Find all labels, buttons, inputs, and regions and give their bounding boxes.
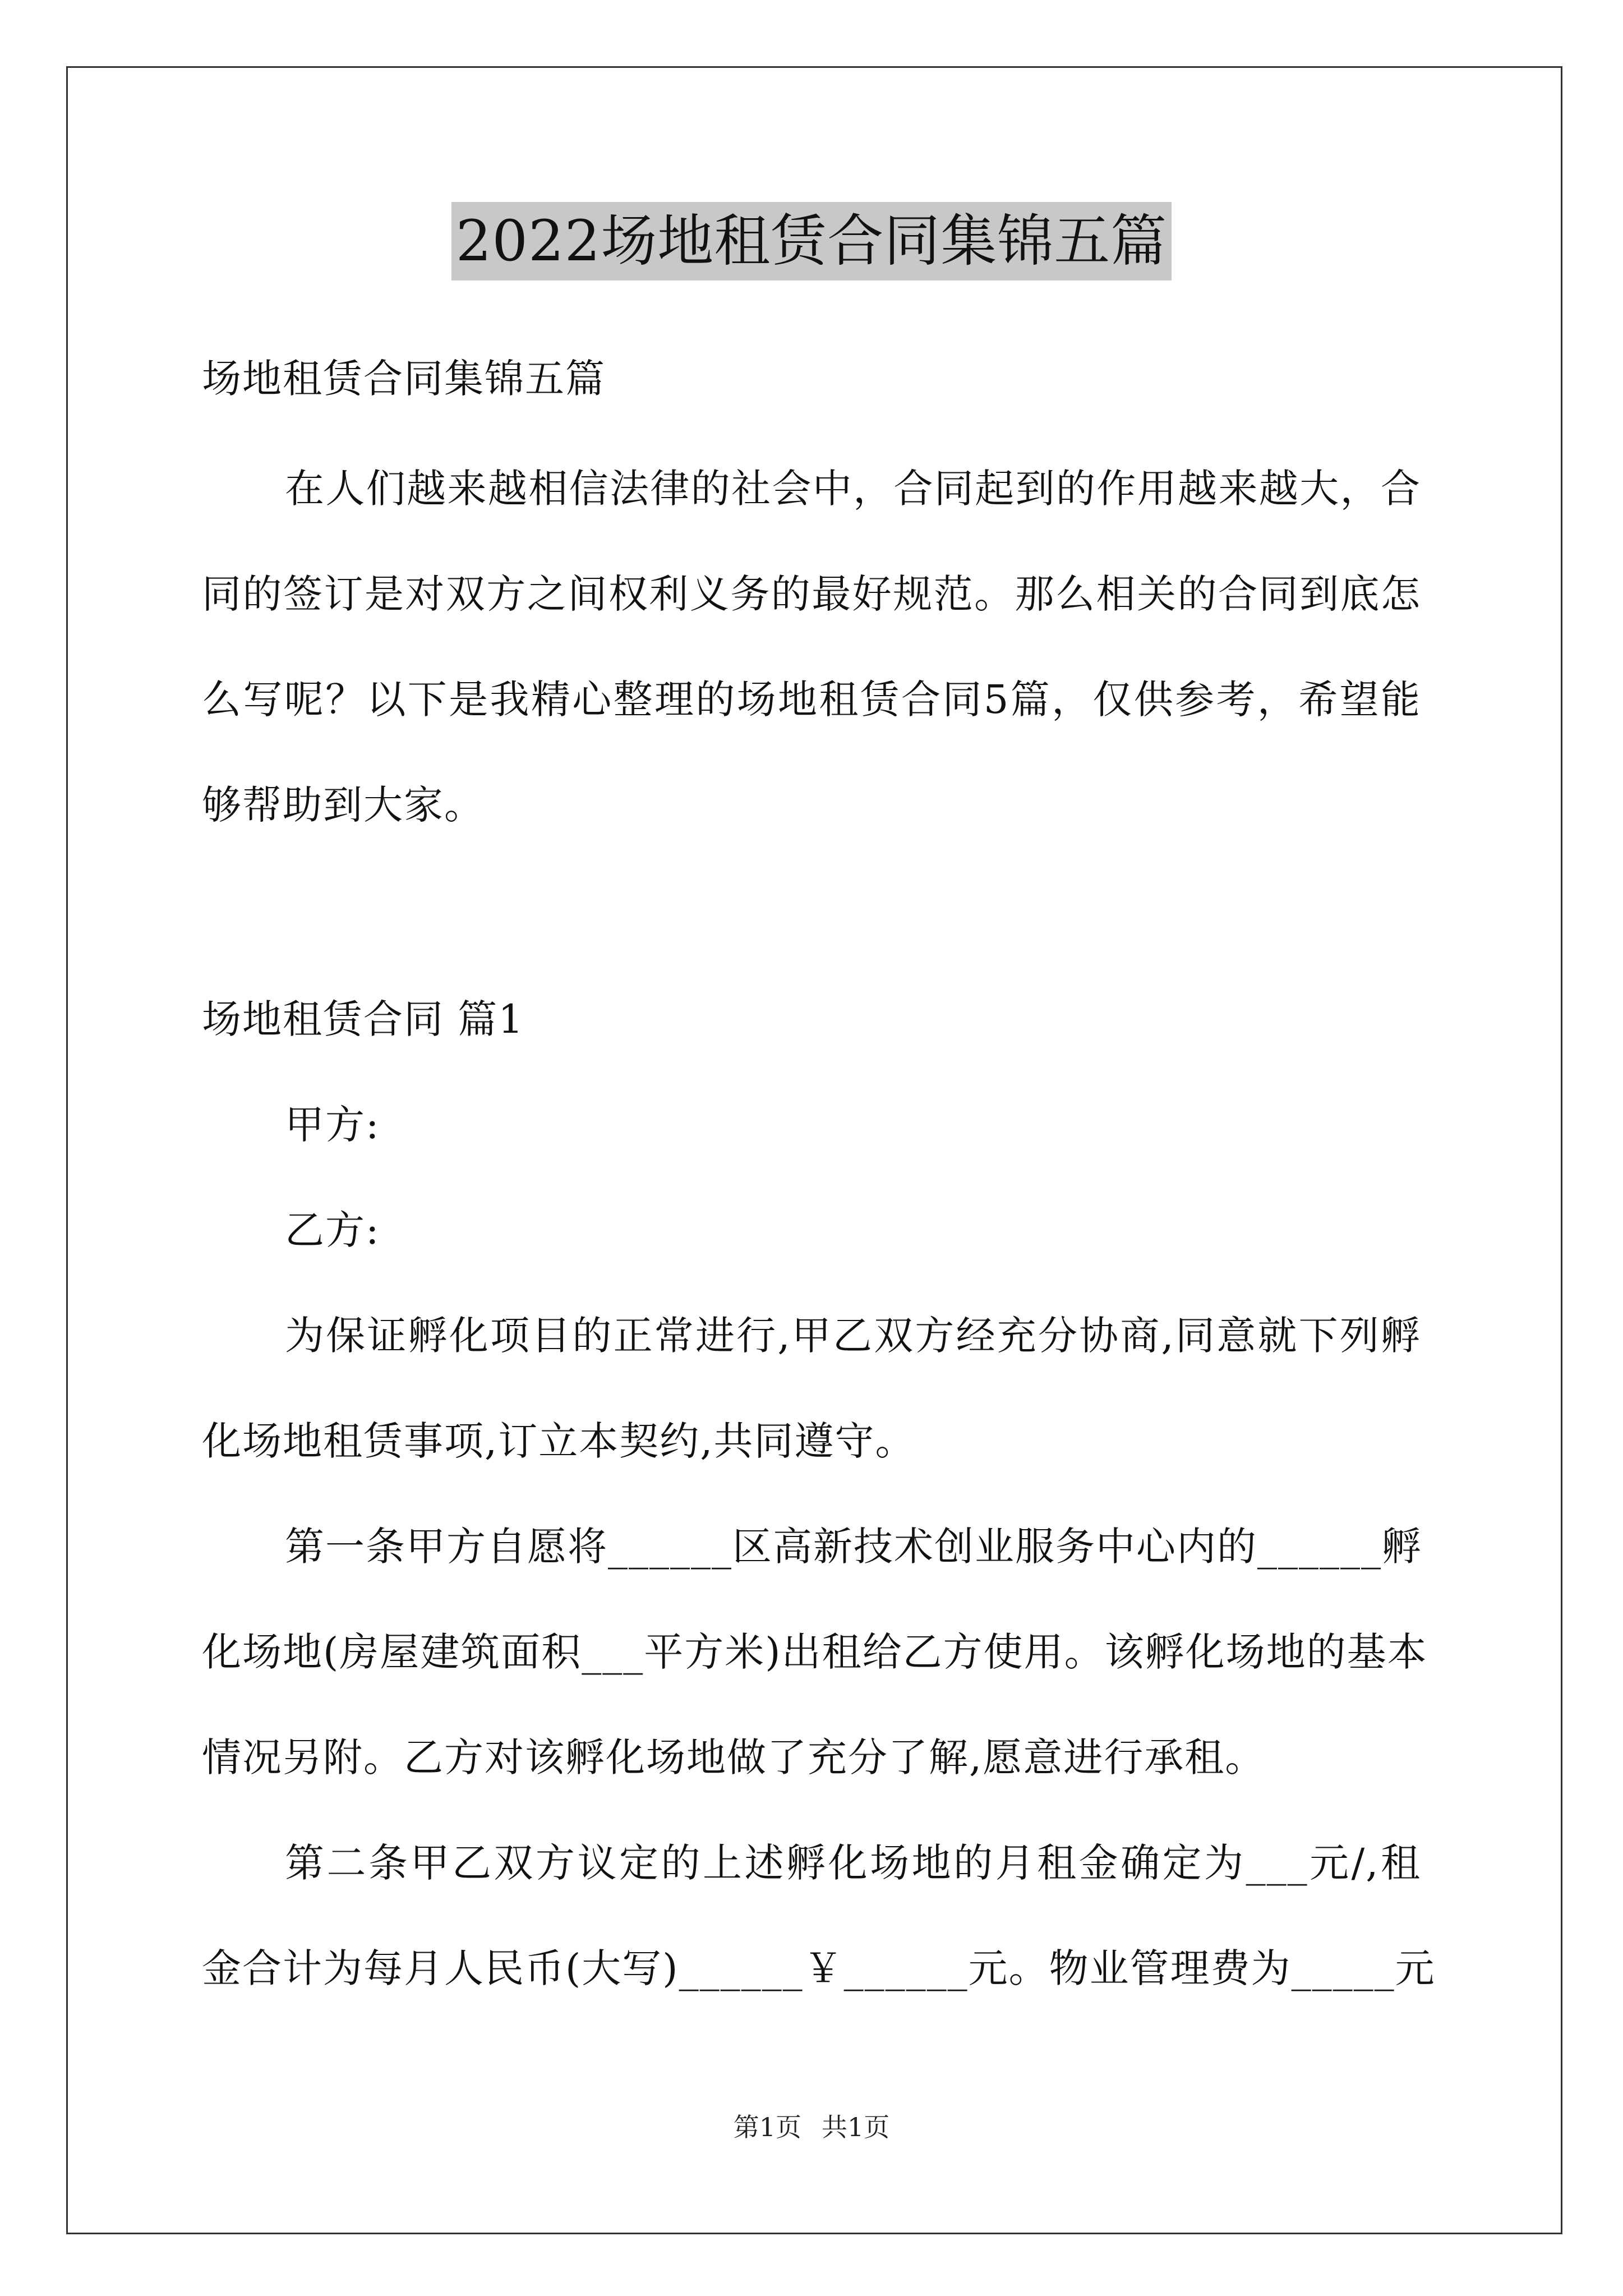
- article2-line-2: 金合计为每月人民币(大写)______￥______元。物业管理费为_____元: [202, 1945, 1436, 1991]
- preamble-line-2: 化场地租赁事项,订立本契约,共同遵守。: [202, 1418, 916, 1464]
- page-footer: [0, 2110, 1623, 2144]
- intro-line-2: 同的签订是对双方之间权利义务的最好规范。那么相关的合同到底怎: [202, 571, 1421, 617]
- title-container: [0, 202, 1623, 280]
- article2-line-1: 第二条甲乙双方议定的上述孵化场地的月租金确定为___元/,租: [285, 1840, 1421, 1886]
- section-heading: 场地租赁合同 篇1: [202, 996, 524, 1042]
- intro-line-4: 够帮助到大家。: [202, 782, 485, 828]
- intro-line-3: 么写呢？以下是我精心整理的场地租赁合同5篇，仅供参考，希望能: [202, 677, 1421, 723]
- article1-line-1: 第一条甲方自愿将______区高新技术创业服务中心内的______孵: [285, 1524, 1422, 1570]
- intro-line-1: 在人们越来越相信法律的社会中，合同起到的作用越来越大，合: [285, 466, 1421, 512]
- document-title: 2022场地租赁合同集锦五篇: [451, 202, 1172, 280]
- party-a-label: 甲方:: [285, 1102, 380, 1148]
- page-number-current: 第1页: [733, 2112, 801, 2142]
- preamble-line-1: 为保证孵化项目的正常进行,甲乙双方经充分协商,同意就下列孵: [285, 1313, 1421, 1359]
- article1-line-2: 化场地(房屋建筑面积___平方米)出租给乙方使用。该孵化场地的基本: [202, 1629, 1428, 1675]
- page-number-total: 共1页: [822, 2112, 890, 2142]
- article1-line-3: 情况另附。乙方对该孵化场地做了充分了解,愿意进行承租。: [202, 1734, 1266, 1780]
- party-b-label: 乙方:: [285, 1207, 380, 1253]
- document-subtitle: 场地租赁合同集锦五篇: [202, 356, 606, 402]
